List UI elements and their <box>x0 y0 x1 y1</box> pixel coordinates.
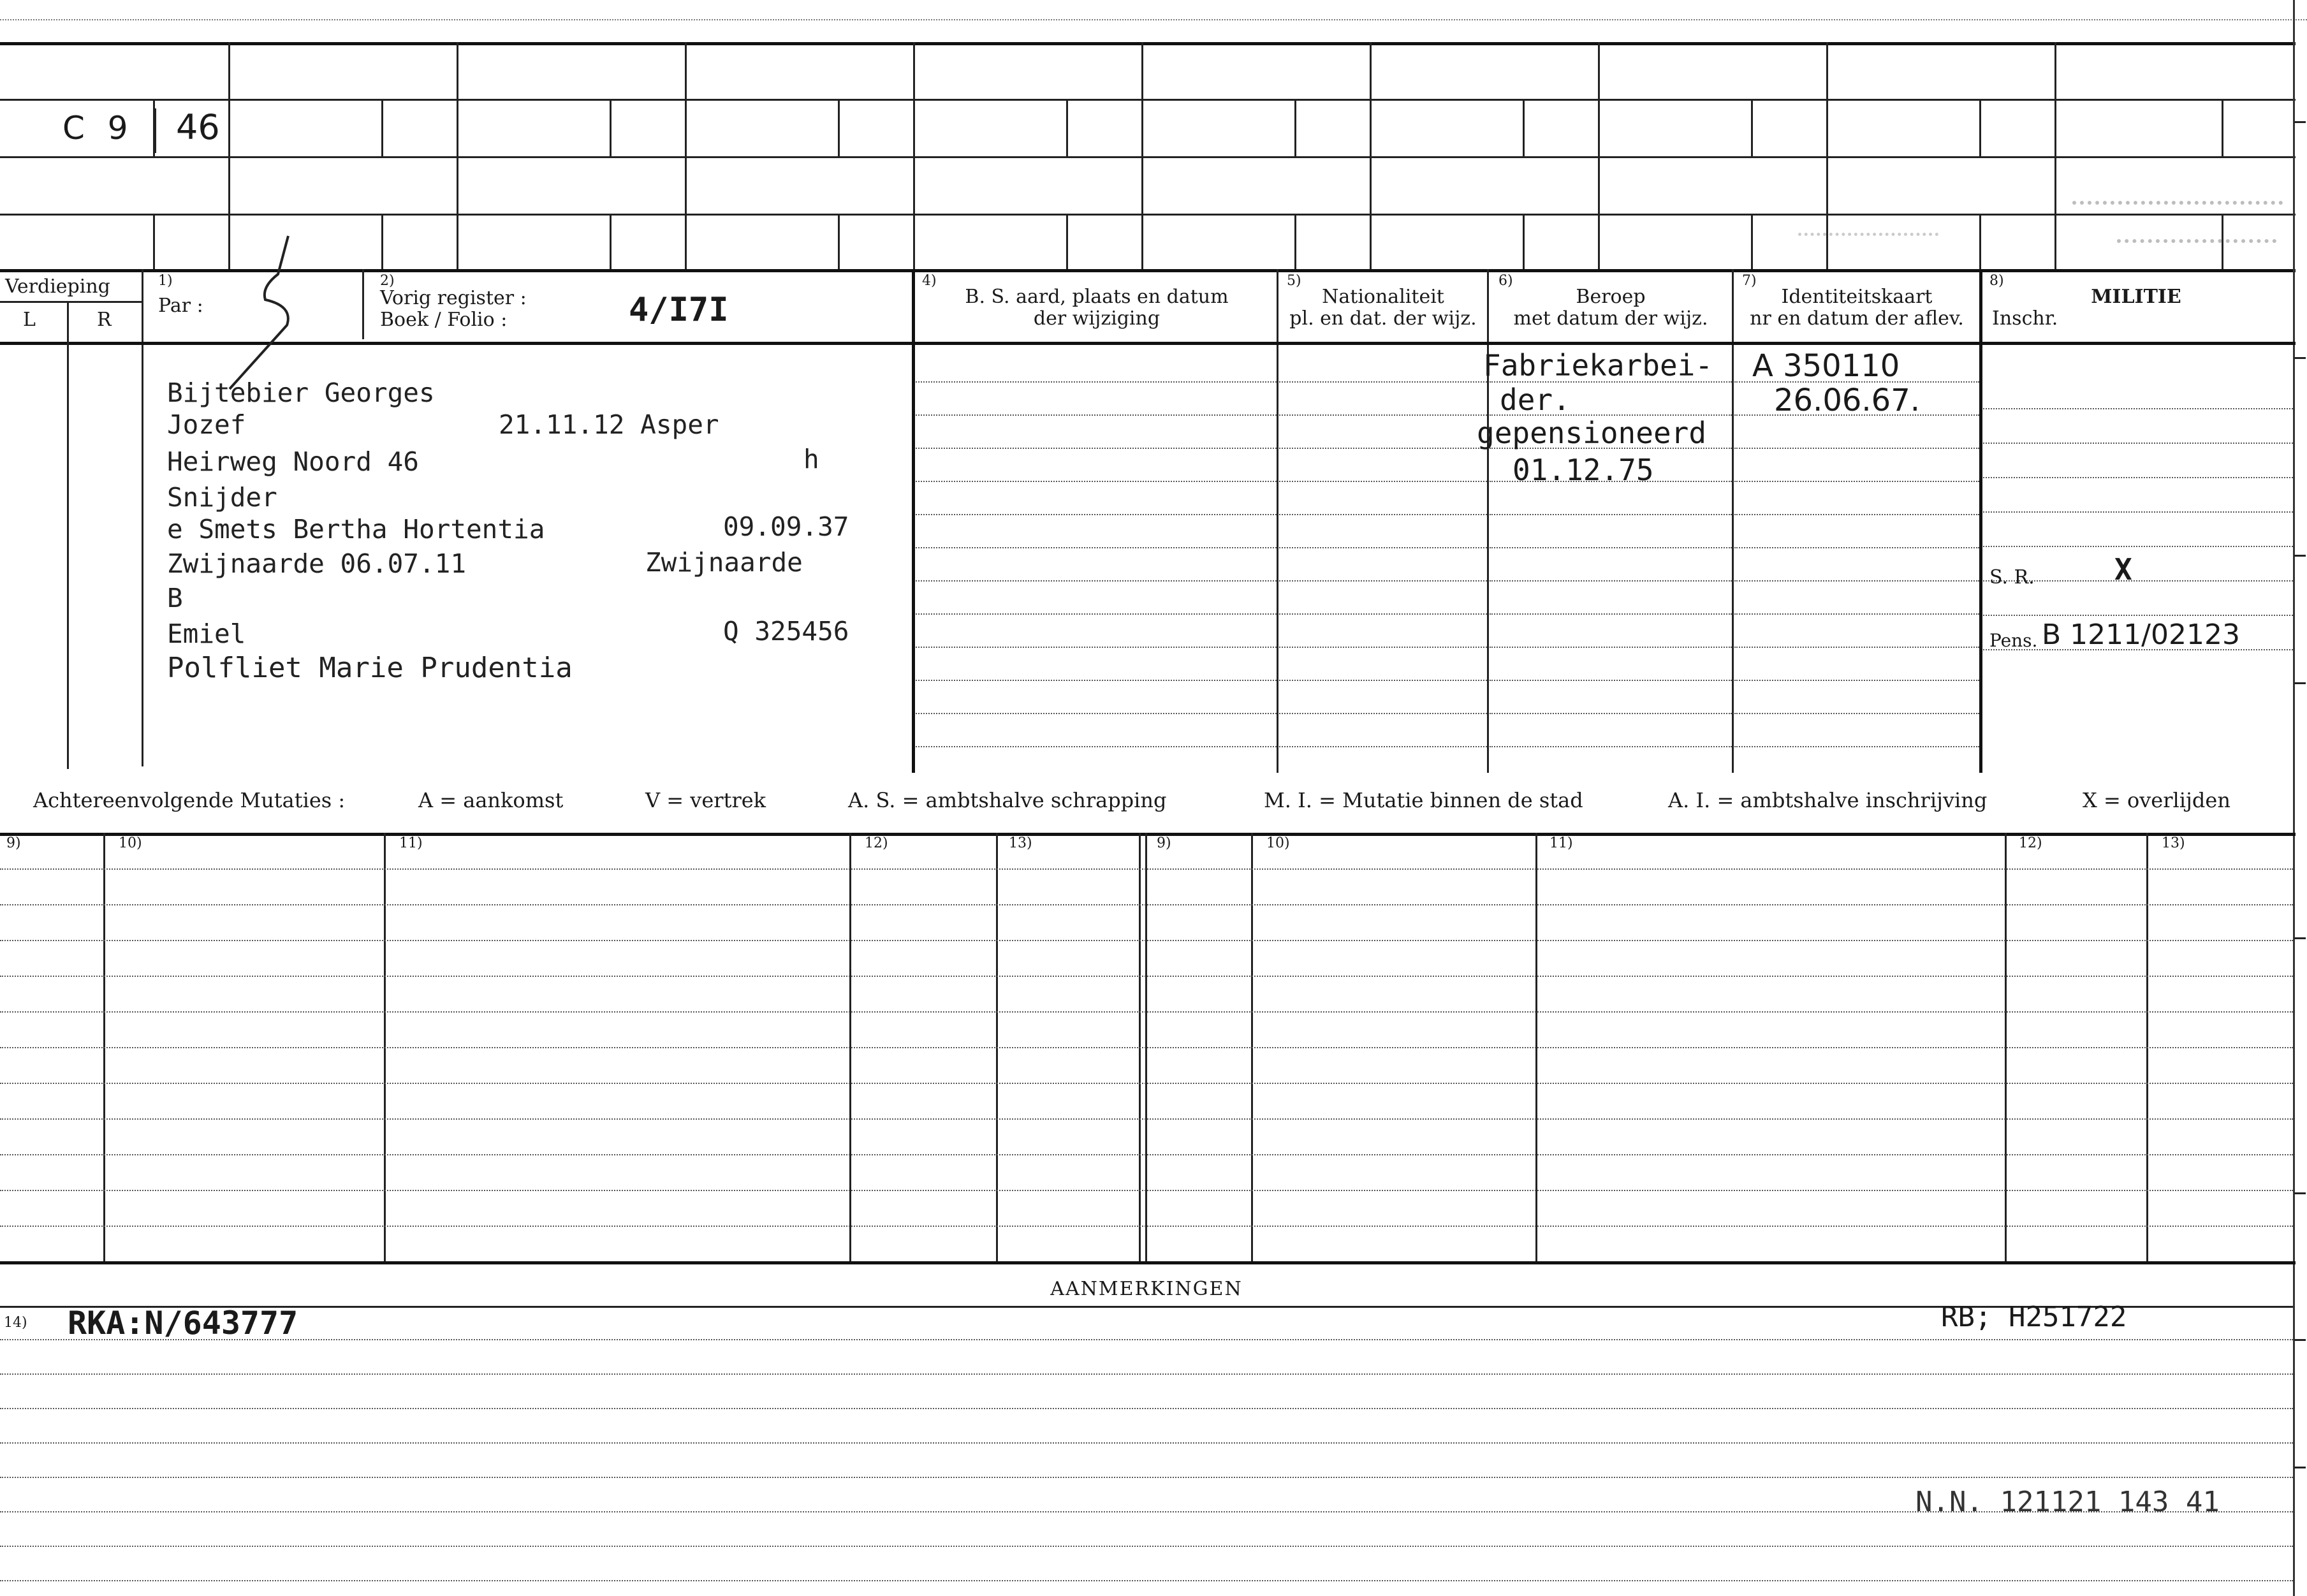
nat-num: 5) <box>1287 273 1301 289</box>
person-marriage-date: 09.09.37 <box>723 511 849 542</box>
person-mother: Polfliet Marie Prudentia <box>167 652 573 684</box>
beroep-l2: der. <box>1500 383 1571 417</box>
sr-value: X <box>2114 552 2132 587</box>
id-number: A 350110 <box>1752 348 1900 384</box>
col-12: 12) <box>865 835 888 851</box>
person-line3b: h <box>803 444 819 474</box>
verdieping-label: Verdieping <box>5 275 110 298</box>
id-date: 26.06.67. <box>1774 383 1921 418</box>
beroep-line2: met datum der wijz. <box>1513 307 1708 330</box>
par-label: Par : <box>158 295 203 317</box>
militie-num: 8) <box>1989 273 2004 289</box>
col-l-label: L <box>23 309 36 331</box>
col-r-label: R <box>97 309 112 331</box>
col-9: 9) <box>6 835 21 851</box>
person-name: Bijtebier Georges <box>167 377 435 408</box>
vorig-label: Vorig register : <box>380 287 527 309</box>
legend-a: A = aankomst <box>418 788 564 812</box>
militie-title: MILITIE <box>2091 286 2181 308</box>
person-line2a: Jozef <box>167 409 246 440</box>
bs-line2: der wijziging <box>1033 307 1161 330</box>
col-9b: 9) <box>1157 835 1171 851</box>
pens-label: Pens. <box>1989 630 2038 651</box>
faded-stamp <box>1798 214 1938 236</box>
beroep-line1: Beroep <box>1576 286 1646 308</box>
legend-x: X = overlijden <box>2083 788 2230 812</box>
col-12b: 12) <box>2019 835 2042 851</box>
faded-stamp <box>2072 182 2283 205</box>
vorig-num: 2) <box>380 273 395 289</box>
person-birth: 21.11.12 Asper <box>499 409 719 440</box>
col-11: 11) <box>399 835 423 851</box>
person-address: Heirweg Noord 46 <box>167 446 419 477</box>
nat-line2: pl. en dat. der wijz. <box>1289 307 1477 330</box>
code-a: C 9 <box>62 110 135 147</box>
bs-line1: B. S. aard, plaats en datum <box>965 286 1229 308</box>
nat-line1: Nationaliteit <box>1322 286 1444 308</box>
rb-number: RB; H251722 <box>1941 1301 2127 1333</box>
person-spouse: e Smets Bertha Hortentia <box>167 514 545 545</box>
beroep-l3: gepensioneerd <box>1477 416 1707 450</box>
rka-number: RKA:N/643777 <box>68 1305 298 1342</box>
id-num: 7) <box>1742 273 1757 289</box>
militie-inschr: Inschr. <box>1992 307 2058 330</box>
person-occupation: Snijder <box>167 482 277 513</box>
legend-as: A. S. = ambtshalve schrapping <box>848 788 1167 812</box>
person-father: Emiel <box>167 619 246 649</box>
legend-ai: A. I. = ambtshalve inschrijving <box>1668 788 1988 812</box>
sr-label: S. R. <box>1989 566 2035 589</box>
person-line6a: Zwijnaarde 06.07.11 <box>167 548 466 579</box>
col-10b: 10) <box>1266 835 1290 851</box>
person-line7: B <box>167 583 183 613</box>
bs-num: 4) <box>922 273 937 289</box>
col-13: 13) <box>1009 835 1032 851</box>
faded-stamp <box>2117 220 2276 243</box>
col-10: 10) <box>119 835 142 851</box>
nn-number: N.N. 121121 143 41 <box>1915 1486 2220 1518</box>
par-num: 1) <box>158 273 173 289</box>
beroep-l1: Fabriekarbei- <box>1483 348 1713 383</box>
legend-mi: M. I. = Mutatie binnen de stad <box>1264 788 1583 812</box>
mutaties-title: Achtereenvolgende Mutaties : <box>33 788 346 812</box>
beroep-l4: 01.12.75 <box>1512 453 1654 487</box>
legend-v: V = vertrek <box>645 788 766 812</box>
id-line2: nr en datum der aflev. <box>1750 307 1964 330</box>
boek-label: Boek / Folio : <box>380 309 508 331</box>
person-line6b: Zwijnaarde <box>645 547 803 578</box>
col-11b: 11) <box>1549 835 1573 851</box>
beroep-num: 6) <box>1498 273 1513 289</box>
handwritten-mark <box>217 230 306 395</box>
col-13b: 13) <box>2162 835 2185 851</box>
code-b: 46 <box>176 107 220 147</box>
person-line8b: Q 325456 <box>723 616 849 647</box>
boek-value: 4/I7I <box>629 291 729 329</box>
aanm-num: 14) <box>4 1315 27 1331</box>
id-line1: Identiteitskaart <box>1781 286 1933 308</box>
aanmerkingen-title: AANMERKINGEN <box>1050 1278 1243 1300</box>
pens-value: B 1211/02123 <box>2042 619 2240 651</box>
